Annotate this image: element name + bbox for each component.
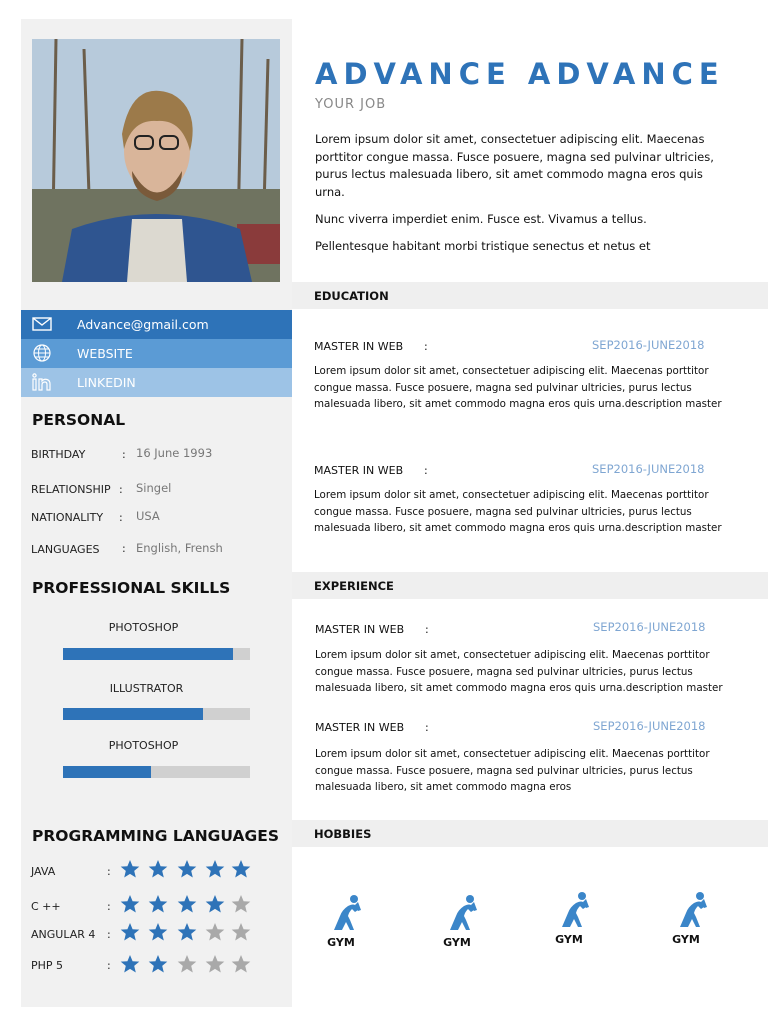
linkedin-icon bbox=[32, 373, 52, 391]
star-filled-icon bbox=[177, 894, 197, 914]
star-empty-icon bbox=[231, 894, 251, 914]
language-name: C ++ bbox=[31, 900, 61, 913]
intro-paragraph: Nunc viverra imperdiet enim. Fusce est. Vivamus a tellus. bbox=[315, 212, 647, 226]
skills-heading: PROFESSIONAL SKILLS bbox=[32, 579, 231, 597]
colon: : bbox=[424, 340, 428, 353]
personal-label: RELATIONSHIP bbox=[31, 483, 111, 496]
email-bar[interactable] bbox=[21, 310, 292, 339]
education-section-header bbox=[292, 282, 768, 309]
colon: : bbox=[107, 865, 111, 878]
star-empty-icon bbox=[205, 954, 225, 974]
intro-paragraph: Lorem ipsum dolor sit amet, consectetuer adipiscing elit. Maecenas porttitor congue massa. Fusce posuere, magna sed pulvinar ultricies, purus lectus malesuada libero, sit amet commodo magna eros quis urna. bbox=[315, 132, 714, 199]
languages-value: English, Frensh bbox=[136, 541, 223, 555]
entry-description: Lorem ipsum dolor sit amet, consectetuer adipiscing elit. Maecenas porttitor congue massa. Fusce posuere, magna sed pulvinar ultricies, purus lectus malesuada libero, sit amet commodo magna eros quis urna.description master bbox=[314, 489, 722, 534]
colon: : bbox=[425, 623, 429, 636]
experience-section-header bbox=[292, 572, 768, 599]
linkedin-bar[interactable] bbox=[21, 368, 292, 397]
star-empty-icon bbox=[231, 954, 251, 974]
programming-heading: PROGRAMMING LANGUAGES bbox=[32, 827, 279, 845]
star-filled-icon bbox=[148, 859, 168, 879]
star-filled-icon bbox=[231, 859, 251, 879]
website-link[interactable]: WEBSITE bbox=[77, 346, 133, 361]
hobby-label: GYM bbox=[672, 933, 700, 946]
envelope-icon bbox=[32, 315, 52, 333]
colon: : bbox=[119, 483, 123, 496]
language-name: PHP 5 bbox=[31, 959, 64, 972]
star-filled-icon bbox=[205, 859, 225, 879]
colon: : bbox=[119, 511, 123, 524]
entry-title: MASTER IN WEB bbox=[315, 623, 405, 636]
job-title: YOUR JOB bbox=[315, 97, 387, 112]
colon: : bbox=[107, 900, 111, 913]
skill-bar-fill bbox=[63, 648, 233, 660]
globe-icon bbox=[32, 344, 52, 362]
gym-icon bbox=[674, 891, 708, 929]
star-filled-icon bbox=[120, 859, 140, 879]
hobbies-section-header bbox=[292, 820, 768, 847]
entry-date: SEP2016-JUNE2018 bbox=[592, 462, 705, 476]
skill-bar bbox=[63, 648, 250, 660]
gym-icon bbox=[444, 894, 478, 932]
skill-name: PHOTOSHOP bbox=[108, 739, 179, 752]
section-title: EXPERIENCE bbox=[314, 579, 394, 593]
entry-title: MASTER IN WEB bbox=[315, 721, 405, 734]
star-empty-icon bbox=[231, 922, 251, 942]
linkedin-link[interactable]: LINKEDIN bbox=[77, 375, 136, 390]
skill-bar-fill bbox=[63, 708, 203, 720]
section-title: EDUCATION bbox=[314, 289, 389, 303]
language-name: JAVA bbox=[31, 865, 56, 878]
skill-name: PHOTOSHOP bbox=[108, 621, 179, 634]
colon: : bbox=[122, 542, 126, 555]
skill-bar bbox=[63, 708, 250, 720]
star-filled-icon bbox=[148, 922, 168, 942]
birthday-value: 16 June 1993 bbox=[136, 446, 213, 460]
personal-label: NATIONALITY bbox=[31, 511, 104, 524]
section-title: HOBBIES bbox=[314, 827, 372, 841]
star-empty-icon bbox=[205, 922, 225, 942]
personal-heading: PERSONAL bbox=[32, 411, 126, 429]
entry-description: Lorem ipsum dolor sit amet, consectetuer adipiscing elit. Maecenas porttitor congue massa. Fusce posuere, magna sed pulvinar ultricies, purus lectus malesuada libero, sit amet commodo magna eros bbox=[315, 748, 710, 793]
email-text[interactable]: Advance@gmail.com bbox=[77, 317, 209, 332]
gym-icon bbox=[556, 891, 590, 929]
star-filled-icon bbox=[120, 954, 140, 974]
entry-date: SEP2016-JUNE2018 bbox=[592, 338, 705, 352]
gym-icon bbox=[328, 894, 362, 932]
entry-description: Lorem ipsum dolor sit amet, consectetuer adipiscing elit. Maecenas porttitor congue massa. Fusce posuere, magna sed pulvinar ultricies, purus lectus malesuada libero, sit amet commodo magna eros quis urna.description master bbox=[314, 365, 722, 410]
hobby-label: GYM bbox=[555, 933, 583, 946]
personal-label: BIRTHDAY bbox=[31, 448, 86, 461]
star-filled-icon bbox=[148, 954, 168, 974]
colon: : bbox=[425, 721, 429, 734]
skill-name: ILLUSTRATOR bbox=[109, 682, 184, 695]
relationship-value: Singel bbox=[136, 481, 172, 495]
star-filled-icon bbox=[148, 894, 168, 914]
entry-date: SEP2016-JUNE2018 bbox=[593, 620, 706, 634]
colon: : bbox=[107, 959, 111, 972]
skill-bar bbox=[63, 766, 250, 778]
entry-title: MASTER IN WEB bbox=[314, 340, 404, 353]
hobby-label: GYM bbox=[443, 936, 471, 949]
entry-description: Lorem ipsum dolor sit amet, consectetuer adipiscing elit. Maecenas porttitor congue massa. Fusce posuere, magna sed pulvinar ultricies, purus lectus malesuada libero, sit amet commodo magna eros quis urna.description master bbox=[315, 649, 723, 694]
hobby-label: GYM bbox=[327, 936, 355, 949]
colon: : bbox=[107, 928, 111, 941]
profile-photo bbox=[32, 39, 280, 282]
star-filled-icon bbox=[120, 894, 140, 914]
star-filled-icon bbox=[177, 922, 197, 942]
nationality-value: USA bbox=[136, 509, 160, 523]
colon: : bbox=[122, 448, 126, 461]
skill-bar-fill bbox=[63, 766, 151, 778]
full-name: ADVANCE ADVANCE bbox=[315, 57, 725, 91]
colon: : bbox=[424, 464, 428, 477]
intro-paragraph: Pellentesque habitant morbi tristique senectus et netus et bbox=[315, 239, 651, 253]
star-empty-icon bbox=[177, 954, 197, 974]
entry-date: SEP2016-JUNE2018 bbox=[593, 719, 706, 733]
star-filled-icon bbox=[120, 922, 140, 942]
star-filled-icon bbox=[205, 894, 225, 914]
personal-label: LANGUAGES bbox=[31, 543, 100, 556]
star-filled-icon bbox=[177, 859, 197, 879]
entry-title: MASTER IN WEB bbox=[314, 464, 404, 477]
language-name: ANGULAR 4 bbox=[31, 928, 96, 941]
website-bar[interactable] bbox=[21, 339, 292, 368]
